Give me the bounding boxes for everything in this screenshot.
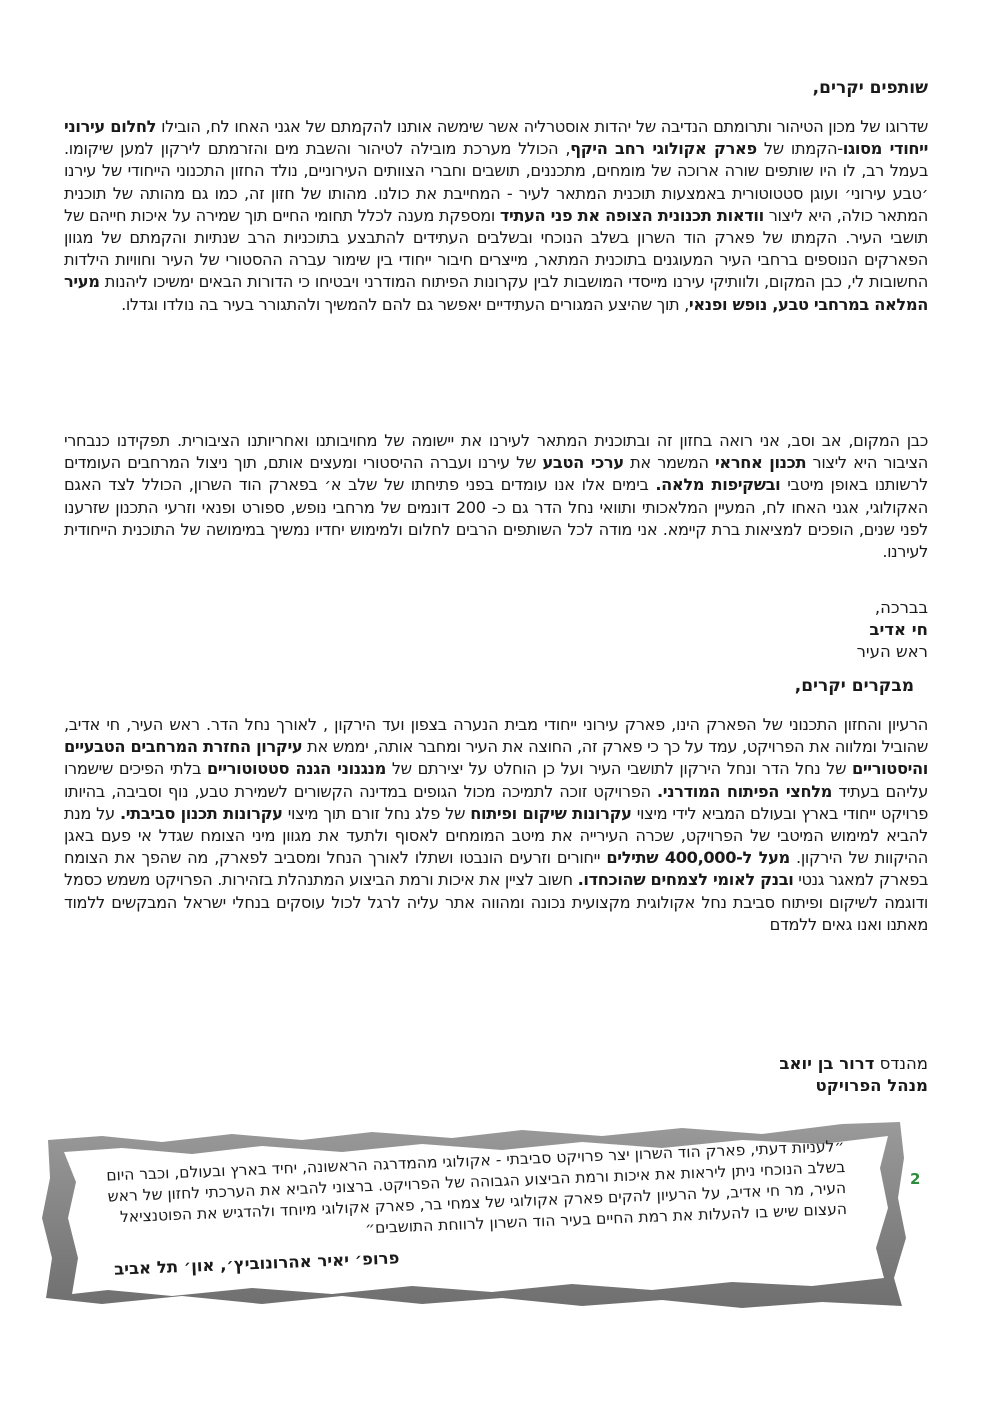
quote-text: ״לעניות דעתי, פארק הוד השרון יצר פרויקט סביבתי - אקולוגי מהמדרגה הראשונה, יחיד בארץ ובעולם, וכבר היום בשלב הנוכחי ניתן ליראות את איכות ורמת הביצוע הגבוהה של הפרויקט. ברצוני להביא את הערכתי לחזון של ראש העיר, מר חי אדיב, על הרעיון להקים פארק אקולוגי של צמחי בר, פארק אקולוגי מיוחד ולהדגיש את הפוטנציאל העצום שיש בו להעלות את רמת החיים בעיר הוד השרון לרווחת התושבים״ [105,1136,848,1238]
engineer-name-line: מהנדס דרור בן יואב [779,1054,928,1073]
emphasis-text: תכנון אחראי [714,453,807,473]
greeting-visitors: מבקרים יקרים, [794,676,914,696]
emphasis-text: מלחצי הפיתוח המודרני. [657,781,833,801]
emphasis-text: עקרונות תכנון סביבתי. [119,803,283,823]
mayor-signature [857,597,928,663]
paragraph-mayor-1: שדרוגו של מכון הטיהור ותרומתם הנדיבה של יהדות אוסטרליה אשר שימשה אותנו להקמתם של אגני האחו לח, הובילו לחלום עירוני ייחודי מסוגו-הקמתו של פארק אקולוגי רחב היקף, הכולל מערכת מובילה לטיהור והשבת מים והזרמתם לירקון למען שיקומו. בעמל רב, לו היו שותפים שורה ארוכה של מומחים, מתכננים, תושבים וחברי הצוותים העירוניים, נולד החזון התכנוני הייחודי של עירנו ׳טבע עירוני׳ ועוגן סטטוטורית באמצעות תוכנית המתאר לעיר - המחייבת את כולנו. מהותו של חזון זה, כמו גם מהותה של תוכנית המתאר כולה, היא ליצור וודאות תכנונית הצופה את פני העתיד ומספקת מענה לכלל תחומי החיים תוך שמירה על איכות חייהם של תושבי העיר. הקמתו של פארק הוד השרון בשלב הנוכחי ובשלבים העתידים להתבצע בתוכניות הרב שנתיות והקמתם של מגוון הפארקים הנוספים ברחבי העיר המעוגנים בתוכנית המתאר, מייצרים חיבור ייחודי בין שימור עברה ההסטורי של העיר וחוויות הילדות החשובות לי, כבן המקום, ולוותיקי עירנו מייסדי המושבות לבין עקרונות הפיתוח המודרני ויבטיחו כי הדורות הבאים ימשיכו ליהנות מעיר המלאה במרחבי טבע, נופש ופנאי, תוך שהיצע המגורים העתידיים יאפשר גם להם להמשיך ולהתגורר בעיר בה נולדו וגדלו. [64,117,929,314]
emphasis-text: מעיר המלאה במרחבי טבע, נופש ופנאי [64,272,928,314]
emphasis-text: פארק אקולוגי רחב היקף [570,139,757,159]
emphasis-text: עקרונות שיקום ופיתוח [470,803,632,823]
emphasis-text: ערכי הטבע [542,453,624,473]
emphasis-text: לחלום עירוני ייחודי מסוגו [64,117,929,159]
engineer-role: מנהל הפרויקט [815,1076,928,1095]
quote-box [42,1118,910,1308]
emphasis-text: וודאות תכנונית הצופה את פני העתיד [499,205,764,225]
emphasis-text: מנגנוני הגנה סטטוטוריים [207,759,386,779]
page-number: 2 [910,1170,921,1188]
emphasis-text: מעל ל-400,000 שתילים [606,848,790,868]
signature-name: חי אדיב [869,620,928,639]
emphasis-text: ובשקיפות מלאה. [655,475,781,495]
paragraph-mayor-2: כבן המקום, אב וסב, אני רואה בחזון זה ובתוכנית המתאר לעירנו את יישומה של מחויבותנו ואחריותנו הציבורית. תפקידנו כנבחרי הציבור היא ליצור תכנון אחראי המשמר את ערכי הטבע של עירנו ועברה ההיסטורי ומעצים אותם, תוך ניצול המרחבים העומדים לרשותנו באופן מיטבי ובשקיפות מלאה. בימים אלו אנו עומדים בפני פתיחתו של שלב א׳ בפארק הוד השרון, הכולל לצד האגם האקולוגי, אגני האחו לח, המעיין המלאכותי ותוואי נחל הדר גם כ- 200 דונמים של מרחבי נופש, ספורט ופנאי וזרעי התכנון שזרענו לפני שנים, הופכים למציאות ברת קיימא. אני מודה לכל השותפים הרבים לחלום ולמימוש יחדיו נמשיך במימושה של התוכנית הייחודית לעירנו. [64,431,929,562]
paragraph-project: הרעיון והחזון התכנוני של הפארק הינו, פארק עירוני ייחודי מבית הנערה בצפון ועד הירקון , לאורך נחל הדר. ראש העיר, חי אדיב, שהוביל ומלווה את הפרויקט, עמד על כך כי פארק זה, החוצה את העיר ומחבר אותה, יממש את עיקרון החזרת המרחבים הטבעיים והיסטוריים של נחל הדר ונחל הירקון לתושבי העיר ועל כן הוחלט על יצירתם של מנגנוני הגנה סטטוטוריים בלתי הפיכים שישמרו עליהם בעתיד מלחצי הפיתוח המודרני. הפרויקט זוכה לתמיכה מכול הגופים במדינה הקשורים לשמירת טבע, נוף וסביבה, בהיותו פרויקט ייחודי בארץ ובעולם המביא לידי מיצוי עקרונות שיקום ופיתוח של פלג נחל זורם תוך מיצוי עקרונות תכנון סביבתי. על מנת להביא למימוש המיטבי של הפרויקט, שכרה העירייה את מיטב המומחים לאסוף ולתעד את מגוון מיני הצומח שגדל אי פעם באגן ההיקוות של הירקון. מעל ל-400,000 שתילים ייחורים וזרעים הונבטו ושתלו לאורך הנחל ומסביב לפארק, מה שהפך את הצומח בפארק למאגר גנטי ובנק לאומי לצמחים שהוכחדו. חשוב לציין את איכות ורמת הביצוע המתנהלת בזהירות. הפרויקט משמש כסמל ודוגמה לשיקום ופיתוח סביבת נחל אקולוגית מקצועית נכונה ומהווה אתר עליה לרגל לכול עוסקים בנחלי ישראל המבקשים ללמוד מאתנו ואנו גאים ללמדם [64,715,929,934]
engineer-signature [779,1053,928,1097]
emphasis-text: ובנק לאומי לצמחים שהוכחדו. [577,870,794,890]
signature-closing: בברכה, [874,598,928,617]
signature-role: ראש העיר [856,642,928,661]
greeting-partners: שותפים יקרים, [812,78,928,98]
quote-author: פרופ׳ יאיר אהרונוביץ׳, און׳ תל אביב [113,1248,400,1279]
emphasis-text: עיקרון החזרת המרחבים הטבעיים והיסטוריים [64,737,928,779]
